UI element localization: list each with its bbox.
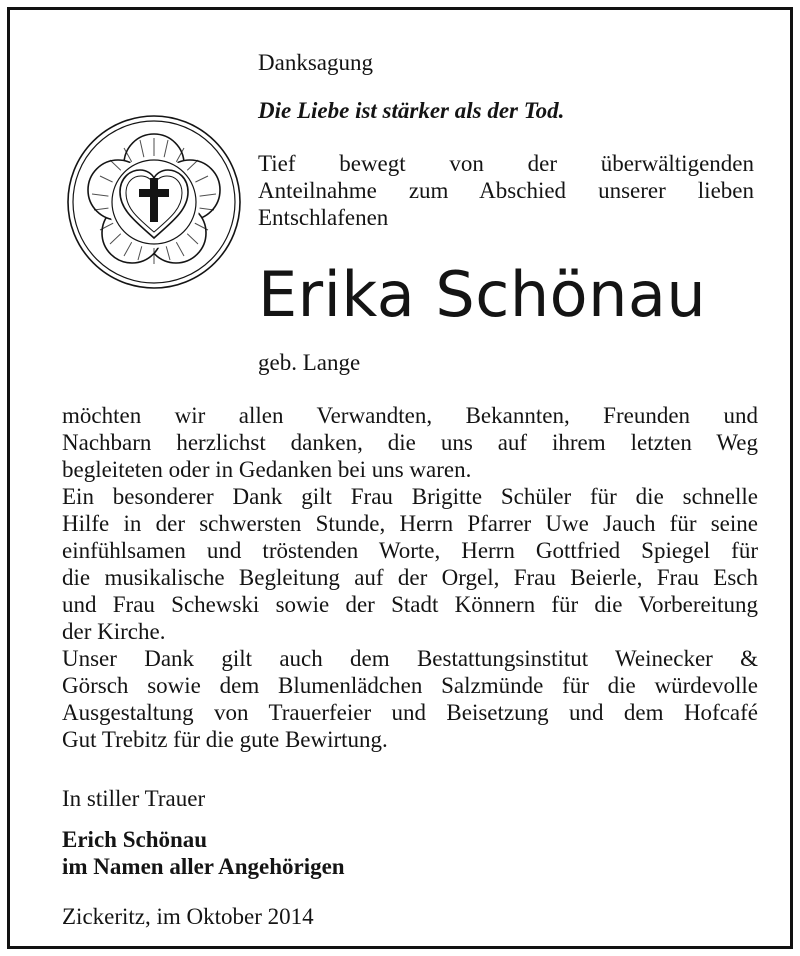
body-line: Gut Trebitz für die gute Bewirtung. bbox=[62, 727, 388, 752]
motto: Die Liebe ist stärker als der Tod. bbox=[258, 98, 565, 123]
body-line: Unser Dank gilt auch dem Bestattungsinstitut Weinecker & bbox=[62, 646, 758, 671]
body-line: Nachbarn herzlichst danken, die uns auf ihrem letzten Weg bbox=[62, 430, 758, 455]
notice-frame bbox=[7, 7, 793, 949]
closing-line: In stiller Trauer bbox=[62, 786, 206, 811]
intro-paragraph bbox=[258, 150, 754, 231]
body-line: Ausgestaltung von Trauerfeier und Beisetzung und dem Hofcafé bbox=[62, 700, 758, 725]
body-paragraph bbox=[62, 402, 758, 753]
body-line: möchten wir allen Verwandten, Bekannten, Freunden und bbox=[62, 403, 758, 428]
body-line: einfühlsamen und tröstenden Worte, Herrn Gottfried Spiegel für bbox=[62, 538, 758, 563]
body-line: der Kirche. bbox=[62, 619, 166, 644]
body-line: begleiteten oder in Gedanken bei uns waren. bbox=[62, 457, 472, 482]
intro-line: Anteilnahme zum Abschied unserer lieben bbox=[258, 178, 754, 203]
body-line: die musikalische Begleitung auf der Orgel, Frau Beierle, Frau Esch bbox=[62, 565, 758, 590]
heading-danksagung: Danksagung bbox=[258, 50, 373, 75]
body-line: Hilfe in der schwersten Stunde, Herrn Pfarrer Uwe Jauch für seine bbox=[62, 511, 758, 536]
deceased-name: Erika Schönau bbox=[258, 258, 707, 331]
body-line: Ein besonderer Dank gilt Frau Brigitte Schüler für die schnelle bbox=[62, 484, 758, 509]
intro-line: Tief bewegt von der überwältigenden bbox=[258, 151, 754, 176]
luther-rose-icon bbox=[66, 114, 242, 290]
signatory-note: im Namen aller Angehörigen bbox=[62, 854, 345, 879]
place-date: Zickeritz, im Oktober 2014 bbox=[62, 904, 314, 929]
signatory-name: Erich Schönau bbox=[62, 827, 208, 852]
signature-block bbox=[62, 826, 345, 880]
body-line: Görsch sowie dem Blumenlädchen Salzmünde für die würdevolle bbox=[62, 673, 758, 698]
birth-name: geb. Lange bbox=[258, 350, 361, 375]
intro-line: Entschlafenen bbox=[258, 205, 389, 230]
body-line: und Frau Schewski sowie der Stadt Könnern für die Vorbereitung bbox=[62, 592, 758, 617]
